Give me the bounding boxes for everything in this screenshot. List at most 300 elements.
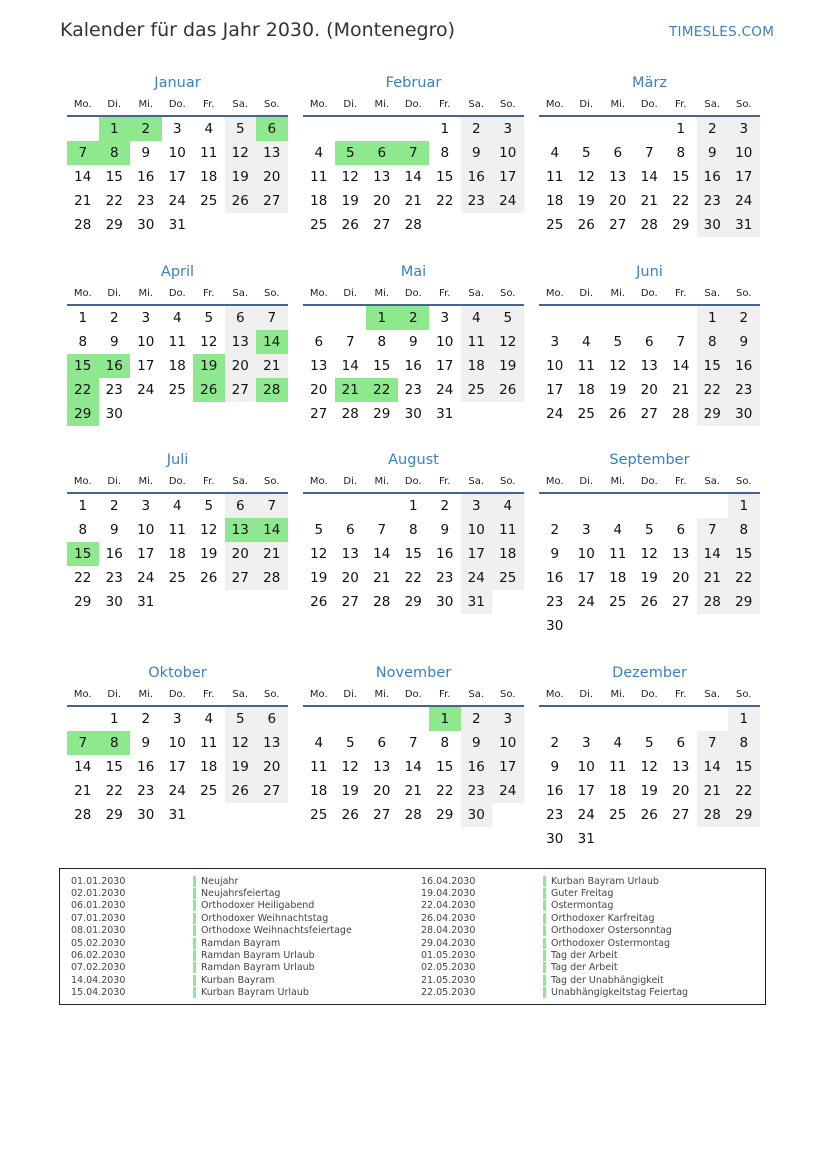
day-cell: 31 [461,590,493,614]
day-cell: 11 [200,145,218,161]
weekday-label: Mo. [545,288,564,299]
day-cell: 12 [341,169,359,185]
day-cell: 5 [204,498,214,514]
day-cell: 28 [672,406,690,422]
day-cell: 11 [577,358,595,374]
day-cell: 11 [310,169,328,185]
day-cell: 30 [404,406,422,422]
day-cell: 19 [640,570,658,586]
day-cell: 18 [200,169,218,185]
day-cell: 18 [310,193,328,209]
legend-row [71,887,352,899]
legend-date: 29.04.2030 [421,937,476,949]
legend-row [71,974,352,986]
day-cell: 27 [672,594,690,610]
day-grid [67,306,288,426]
weekday-label: Do. [404,99,422,110]
day-cell: 3 [141,498,151,514]
day-cell: 30 [697,213,729,237]
day-cell: 20 [225,354,257,378]
day-cell: 3 [172,121,182,137]
day-cell: 31 [577,831,595,847]
day-cell: 19 [225,165,257,189]
month-4 [303,260,524,426]
day-cell: 7 [408,735,418,751]
holiday-marker-icon [543,962,546,973]
empty-cell [335,117,367,141]
day-cell: 24 [492,779,524,803]
day-cell: 22 [105,193,123,209]
day-cell: 2 [461,707,493,731]
weekday-label: Di. [107,476,122,487]
day-cell: 23 [461,779,493,803]
weekday-header [67,685,288,707]
day-cell: 15 [672,169,690,185]
legend-date: 16.04.2030 [421,875,476,887]
day-cell: 22 [728,566,760,590]
day-cell: 23 [728,378,760,402]
day-cell: 24 [137,382,155,398]
month-name: Dezember [612,665,687,681]
day-cell: 20 [672,783,690,799]
day-cell: 19 [341,193,359,209]
day-grid [67,707,288,827]
day-cell: 9 [141,735,151,751]
legend-row [71,962,352,974]
legend-holiday-name: Neujahrsfeiertag [201,888,281,900]
day-cell: 11 [546,169,564,185]
day-cell: 20 [310,382,328,398]
weekday-label: So. [736,476,752,487]
day-cell: 9 [550,546,560,562]
legend-holiday-name: Tag der Arbeit [551,962,618,974]
weekday-label: Mo. [73,288,92,299]
weekday-label: Sa. [468,476,485,487]
day-cell: 21 [697,566,729,590]
day-cell: 4 [581,334,591,350]
legend-row [421,987,688,999]
day-cell: 12 [609,358,627,374]
holiday-day-cell: 5 [335,141,367,165]
day-cell: 22 [672,193,690,209]
weekday-label: Di. [579,476,594,487]
day-cell: 28 [341,406,359,422]
day-cell: 17 [577,783,595,799]
day-cell: 16 [728,354,760,378]
empty-cell [697,494,729,518]
day-cell: 4 [172,498,182,514]
weekday-label: Fr. [439,689,451,700]
day-cell: 3 [141,310,151,326]
legend-holiday-name: Orthodoxe Weihnachtsfeiertage [201,925,352,937]
day-cell: 29 [105,807,123,823]
day-cell: 8 [728,518,760,542]
legend-column-left [71,875,352,999]
day-cell: 21 [256,542,288,566]
day-cell: 1 [728,707,760,731]
day-cell: 20 [640,382,658,398]
day-cell: 15 [728,755,760,779]
weekday-label: So. [264,689,280,700]
day-cell: 8 [377,334,387,350]
day-grid [303,306,524,426]
day-cell: 12 [492,330,524,354]
day-grid [539,494,760,638]
legend-holiday-name: Ramdan Bayram Urlaub [201,962,315,974]
month-5 [539,260,760,426]
day-cell: 19 [310,570,328,586]
weekday-header [67,95,288,117]
day-cell: 16 [546,783,564,799]
day-cell: 3 [172,711,182,727]
legend-row [71,875,352,887]
day-cell: 17 [168,759,186,775]
day-cell: 9 [109,334,119,350]
legend-row [421,974,688,986]
empty-cell [335,306,367,330]
empty-cell [303,494,335,518]
day-cell: 5 [581,145,591,161]
day-cell: 19 [200,546,218,562]
day-cell: 26 [225,779,257,803]
holiday-marker-icon [543,938,546,949]
empty-cell [602,707,634,731]
day-cell: 2 [728,306,760,330]
day-cell: 24 [546,406,564,422]
day-cell: 30 [105,406,123,422]
holiday-day-cell: 1 [366,306,398,330]
weekday-label: Mo. [309,476,328,487]
legend-row [421,887,688,899]
weekday-label: Mo. [545,476,564,487]
day-cell: 25 [609,807,627,823]
weekday-label: Sa. [704,476,721,487]
day-cell: 13 [672,546,690,562]
day-cell: 5 [644,735,654,751]
weekday-label: So. [736,689,752,700]
month-name: März [632,75,667,91]
weekday-label: Di. [107,689,122,700]
holiday-day-cell: 22 [67,378,99,402]
day-cell: 20 [373,783,391,799]
weekday-label: Sa. [232,476,249,487]
holiday-marker-icon [543,876,546,887]
weekday-label: So. [736,288,752,299]
day-cell: 11 [492,518,524,542]
day-cell: 10 [577,546,595,562]
legend-row [421,875,688,887]
day-cell: 20 [256,165,288,189]
day-cell: 13 [225,330,257,354]
day-cell: 31 [137,594,155,610]
day-cell: 15 [373,358,391,374]
day-cell: 14 [74,169,92,185]
day-cell: 19 [609,382,627,398]
legend-date: 22.05.2030 [421,987,476,999]
day-cell: 29 [672,217,690,233]
day-cell: 17 [577,570,595,586]
day-cell: 11 [461,330,493,354]
day-cell: 25 [168,382,186,398]
weekday-label: Do. [168,476,186,487]
day-cell: 14 [672,358,690,374]
day-cell: 17 [461,542,493,566]
month-6 [67,448,288,614]
legend-row [71,987,352,999]
day-cell: 29 [373,406,391,422]
day-cell: 24 [577,594,595,610]
day-cell: 9 [550,759,560,775]
day-grid [303,117,524,237]
day-cell: 21 [404,193,422,209]
weekday-label: Mi. [610,99,626,110]
legend-date: 19.04.2030 [421,888,476,900]
holiday-day-cell: 16 [99,354,131,378]
day-cell: 30 [461,803,493,827]
day-cell: 9 [141,145,151,161]
empty-cell [571,117,603,141]
holiday-day-cell: 26 [193,378,225,402]
day-cell: 26 [310,594,328,610]
day-cell: 15 [404,546,422,562]
holiday-day-cell: 15 [67,542,99,566]
day-cell: 5 [225,117,257,141]
day-cell: 1 [78,310,88,326]
day-cell: 13 [310,358,328,374]
legend-date: 02.05.2030 [421,962,476,974]
day-cell: 3 [550,334,560,350]
day-cell: 9 [408,334,418,350]
holiday-day-cell: 14 [256,330,288,354]
day-cell: 5 [492,306,524,330]
day-grid [539,306,760,426]
weekday-label: Sa. [704,99,721,110]
legend-date: 15.04.2030 [71,987,126,999]
day-cell: 14 [697,755,729,779]
day-cell: 21 [640,193,658,209]
day-cell: 16 [697,165,729,189]
weekday-label: Mi. [138,288,154,299]
day-cell: 16 [137,169,155,185]
day-cell: 3 [440,310,450,326]
day-cell: 13 [256,731,288,755]
day-cell: 20 [256,755,288,779]
holiday-marker-icon [543,900,546,911]
day-cell: 22 [105,783,123,799]
day-cell: 18 [492,542,524,566]
day-cell: 13 [373,169,391,185]
day-cell: 6 [256,707,288,731]
legend-holiday-name: Ostermontag [551,900,614,912]
day-cell: 24 [461,566,493,590]
page-title: Kalender für das Jahr 2030. (Montenegro) [60,19,456,41]
day-cell: 12 [225,731,257,755]
empty-cell [539,494,571,518]
legend-row [421,900,688,912]
day-cell: 28 [404,807,422,823]
empty-cell [335,494,367,518]
day-cell: 29 [404,594,422,610]
day-cell: 26 [609,406,627,422]
day-cell: 31 [436,406,454,422]
weekday-label: So. [500,288,516,299]
month-name: Juni [636,264,663,280]
day-cell: 22 [436,193,454,209]
empty-cell [303,117,335,141]
day-cell: 24 [436,382,454,398]
weekday-label: So. [500,99,516,110]
weekday-header [303,472,524,494]
day-cell: 22 [436,783,454,799]
empty-cell [602,306,634,330]
day-cell: 3 [581,735,591,751]
weekday-label: Do. [640,99,658,110]
weekday-label: Mi. [138,689,154,700]
day-cell: 12 [310,546,328,562]
empty-cell [335,707,367,731]
empty-cell [366,707,398,731]
day-cell: 14 [373,546,391,562]
brand-link[interactable]: TIMESLES.COM [669,24,775,40]
weekday-label: So. [736,99,752,110]
holiday-marker-icon [193,950,196,961]
day-cell: 10 [168,735,186,751]
weekday-label: Sa. [704,288,721,299]
day-cell: 11 [609,759,627,775]
day-cell: 23 [105,382,123,398]
day-cell: 18 [168,546,186,562]
day-cell: 20 [672,570,690,586]
day-cell: 19 [640,783,658,799]
empty-cell [634,707,666,731]
holiday-marker-icon [193,987,196,998]
day-cell: 4 [613,735,623,751]
day-cell: 26 [225,189,257,213]
empty-cell [366,494,398,518]
holiday-marker-icon [543,888,546,899]
empty-cell [634,117,666,141]
weekday-label: Do. [168,288,186,299]
day-cell: 2 [109,498,119,514]
holiday-day-cell: 8 [99,141,131,165]
weekday-label: Mo. [309,99,328,110]
day-cell: 1 [728,494,760,518]
day-cell: 17 [492,755,524,779]
day-cell: 1 [78,498,88,514]
holiday-marker-icon [193,913,196,924]
holiday-day-cell: 29 [67,402,99,426]
empty-cell [303,306,335,330]
day-cell: 14 [404,169,422,185]
holiday-marker-icon [193,938,196,949]
day-cell: 31 [168,217,186,233]
day-cell: 9 [461,141,493,165]
weekday-label: Mi. [610,689,626,700]
month-name: Januar [154,75,201,91]
holiday-day-cell: 13 [225,518,257,542]
weekday-label: Sa. [704,689,721,700]
weekday-label: Mi. [374,99,390,110]
day-cell: 6 [377,735,387,751]
legend-date: 02.01.2030 [71,888,126,900]
holiday-day-cell: 14 [256,518,288,542]
weekday-label: Di. [343,689,358,700]
month-name: Februar [385,75,442,91]
day-cell: 7 [697,731,729,755]
holiday-marker-icon [193,925,196,936]
legend-date: 01.01.2030 [71,875,126,887]
day-cell: 17 [137,546,155,562]
day-cell: 28 [404,217,422,233]
day-cell: 15 [436,169,454,185]
holiday-legend [59,868,766,1005]
weekday-label: Sa. [468,99,485,110]
day-cell: 2 [550,735,560,751]
empty-cell [539,707,571,731]
day-cell: 30 [728,402,760,426]
day-cell: 14 [640,169,658,185]
day-cell: 31 [168,807,186,823]
weekday-label: Fr. [439,476,451,487]
empty-cell [398,117,430,141]
weekday-label: Di. [579,99,594,110]
legend-holiday-name: Orthodoxer Ostermontag [551,937,670,949]
empty-cell [67,117,99,141]
legend-row [71,949,352,961]
day-cell: 18 [609,570,627,586]
weekday-label: Mo. [309,288,328,299]
day-cell: 18 [310,783,328,799]
month-7 [303,448,524,614]
day-cell: 8 [440,145,450,161]
day-cell: 30 [436,594,454,610]
day-cell: 28 [256,566,288,590]
weekday-header [539,95,760,117]
weekday-header [303,95,524,117]
day-cell: 31 [728,213,760,237]
month-8 [539,448,760,638]
day-cell: 19 [492,354,524,378]
legend-date: 28.04.2030 [421,925,476,937]
day-cell: 16 [404,358,422,374]
day-cell: 4 [204,711,214,727]
day-cell: 22 [74,570,92,586]
month-10 [303,661,524,827]
day-cell: 8 [78,334,88,350]
month-1 [303,71,524,237]
day-cell: 18 [200,759,218,775]
day-cell: 9 [461,731,493,755]
holiday-marker-icon [543,950,546,961]
day-cell: 4 [314,735,324,751]
day-cell: 18 [546,193,564,209]
weekday-label: Di. [107,99,122,110]
weekday-label: Do. [404,689,422,700]
day-cell: 15 [436,759,454,775]
day-grid [303,494,524,614]
legend-holiday-name: Kurban Bayram Urlaub [201,987,309,999]
empty-cell [539,306,571,330]
day-cell: 17 [492,165,524,189]
weekday-label: Sa. [468,288,485,299]
day-cell: 21 [697,779,729,803]
weekday-label: Mi. [610,288,626,299]
day-cell: 11 [168,334,186,350]
weekday-label: Do. [168,689,186,700]
day-cell: 12 [200,522,218,538]
day-cell: 28 [697,803,729,827]
legend-date: 06.01.2030 [71,900,126,912]
